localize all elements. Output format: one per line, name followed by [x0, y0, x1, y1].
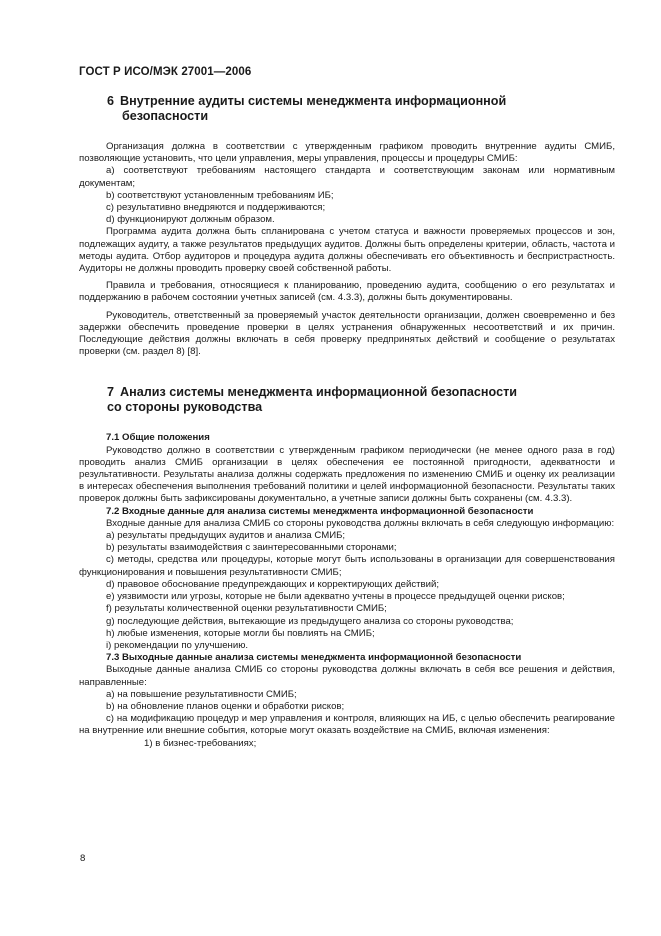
subsection-7-2-title: 7.2 Входные данные для анализа системы менеджмента информационной безопасности	[106, 505, 534, 517]
sub-list-item: 1) в бизнес-требованиях;	[144, 737, 257, 749]
section-6-title-line1: Внутренние аудиты системы менеджмента информационной	[120, 94, 507, 108]
list-item: a) соответствуют требованиям настоящего стандарта и соответствующим законам или нормативным документам;	[79, 165, 615, 189]
list-item: d) функционируют должным образом.	[106, 214, 275, 226]
paragraph: Правила и требования, относящиеся к планированию, проведению аудита, сообщению о его результатах и поддержанию в рабочем состоянии учетных записей (см. 4.3.3), должны быть документированы.	[79, 280, 615, 304]
list-item: c) результативно внедряются и поддерживаются;	[106, 202, 326, 214]
document-body	[79, 94, 615, 750]
section-7-title	[79, 385, 615, 415]
section-7-number: 7	[107, 385, 115, 400]
paragraph: Организация должна в соответствии с утвержденным графиком проводить внутренние аудиты СМИБ, позволяющие установить, что цели управления, меры управления, процессы и процедуры СМИБ:	[79, 141, 615, 165]
list-item: b) на обновление планов оценки и обработки рисков;	[106, 700, 345, 712]
list-item: g) последующие действия, вытекающие из предыдущего анализа со стороны руководства;	[106, 615, 514, 627]
subsection-7-1-title: 7.1 Общие положения	[106, 432, 210, 444]
list-item: a) на повышение результативности СМИБ;	[106, 688, 297, 700]
page-number: 8	[80, 853, 86, 864]
paragraph: Входные данные для анализа СМИБ со стороны руководства должны включать в себя следующую информацию:	[106, 517, 615, 529]
list-item: c) методы, средства или процедуры, которые могут быть использованы в организации для совершенствования функционирования и повышения результативности СМИБ;	[79, 554, 615, 578]
list-item: c) на модификацию процедур и мер управления и контроля, влияющих на ИБ, с целью обеспечить реагирование на внутренние или внешние события, которые могут оказать воздействие на СМИБ, включая изменения:	[79, 713, 615, 737]
list-item: b) результаты взаимодействия с заинтересованными сторонами;	[106, 542, 397, 554]
paragraph: Руководитель, ответственный за проверяемый участок деятельности организации, должен своевременно и без задержки обеспечить проведение проверки в целях устранения обнаруженных несоответствий и их причин. Последующие действия должны включать в себя проверку предпринятых действий и сообщение о результатах проверки (см. раздел 8) [8].	[79, 309, 615, 358]
paragraph: Руководство должно в соответствии с утвержденным графиком периодически (не менее одного раза в год) проводить анализ СМИБ организации в целях обеспечения ее постоянной пригодности, адекватности и результативности. Результаты анализа должны содержать предложения по изменению СМИБ и оценку их реализации в интересах обеспечения выполнения требований политики и целей информационной безопасности. Результаты таких проверок должны быть зафиксированы документально, а учетные записи должны быть сохранены (см. 4.3.3).	[79, 444, 615, 505]
section-6-title	[79, 94, 615, 124]
list-item: i) рекомендации по улучшению.	[106, 639, 249, 651]
section-7-title-line2: со стороны руководства	[107, 400, 263, 415]
paragraph: Выходные данные анализа СМИБ со стороны руководства должны включать в себя все решения и действия, направленные:	[79, 664, 615, 688]
section-6-title-line2: безопасности	[122, 109, 209, 123]
list-item: d) правовое обоснование предупреждающих и корректирующих действий;	[106, 578, 439, 590]
list-item: e) уязвимости или угрозы, которые не были адекватно учтены в процессе предыдущей оценки рисков;	[106, 591, 565, 603]
paragraph: Программа аудита должна быть спланирована с учетом статуса и важности проверяемых процессов и зон, подлежащих аудиту, а также результатов предыдущих аудитов. Должны быть определены критерии, область, частота и методы аудита. Отбор аудиторов и процедура аудита должны обеспечивать его объективность и беспристрастность. Аудиторы не должны проводить проверку своей собственной работы.	[79, 226, 615, 275]
list-item: b) соответствуют установленным требованиям ИБ;	[106, 189, 334, 201]
section-6-number: 6	[107, 94, 115, 108]
list-item: a) результаты предыдущих аудитов и анализа СМИБ;	[106, 530, 346, 542]
section-7-title-line1: Анализ системы менеджмента информационной безопасности	[120, 385, 517, 400]
list-item: h) любые изменения, которые могли бы повлиять на СМИБ;	[106, 627, 375, 639]
document-header: ГОСТ Р ИСО/МЭК 27001—2006	[79, 66, 252, 78]
list-item: f) результаты количественной оценки результативности СМИБ;	[106, 603, 387, 615]
subsection-7-3-title: 7.3 Выходные данные анализа системы менеджмента информационной безопасности	[106, 652, 522, 664]
